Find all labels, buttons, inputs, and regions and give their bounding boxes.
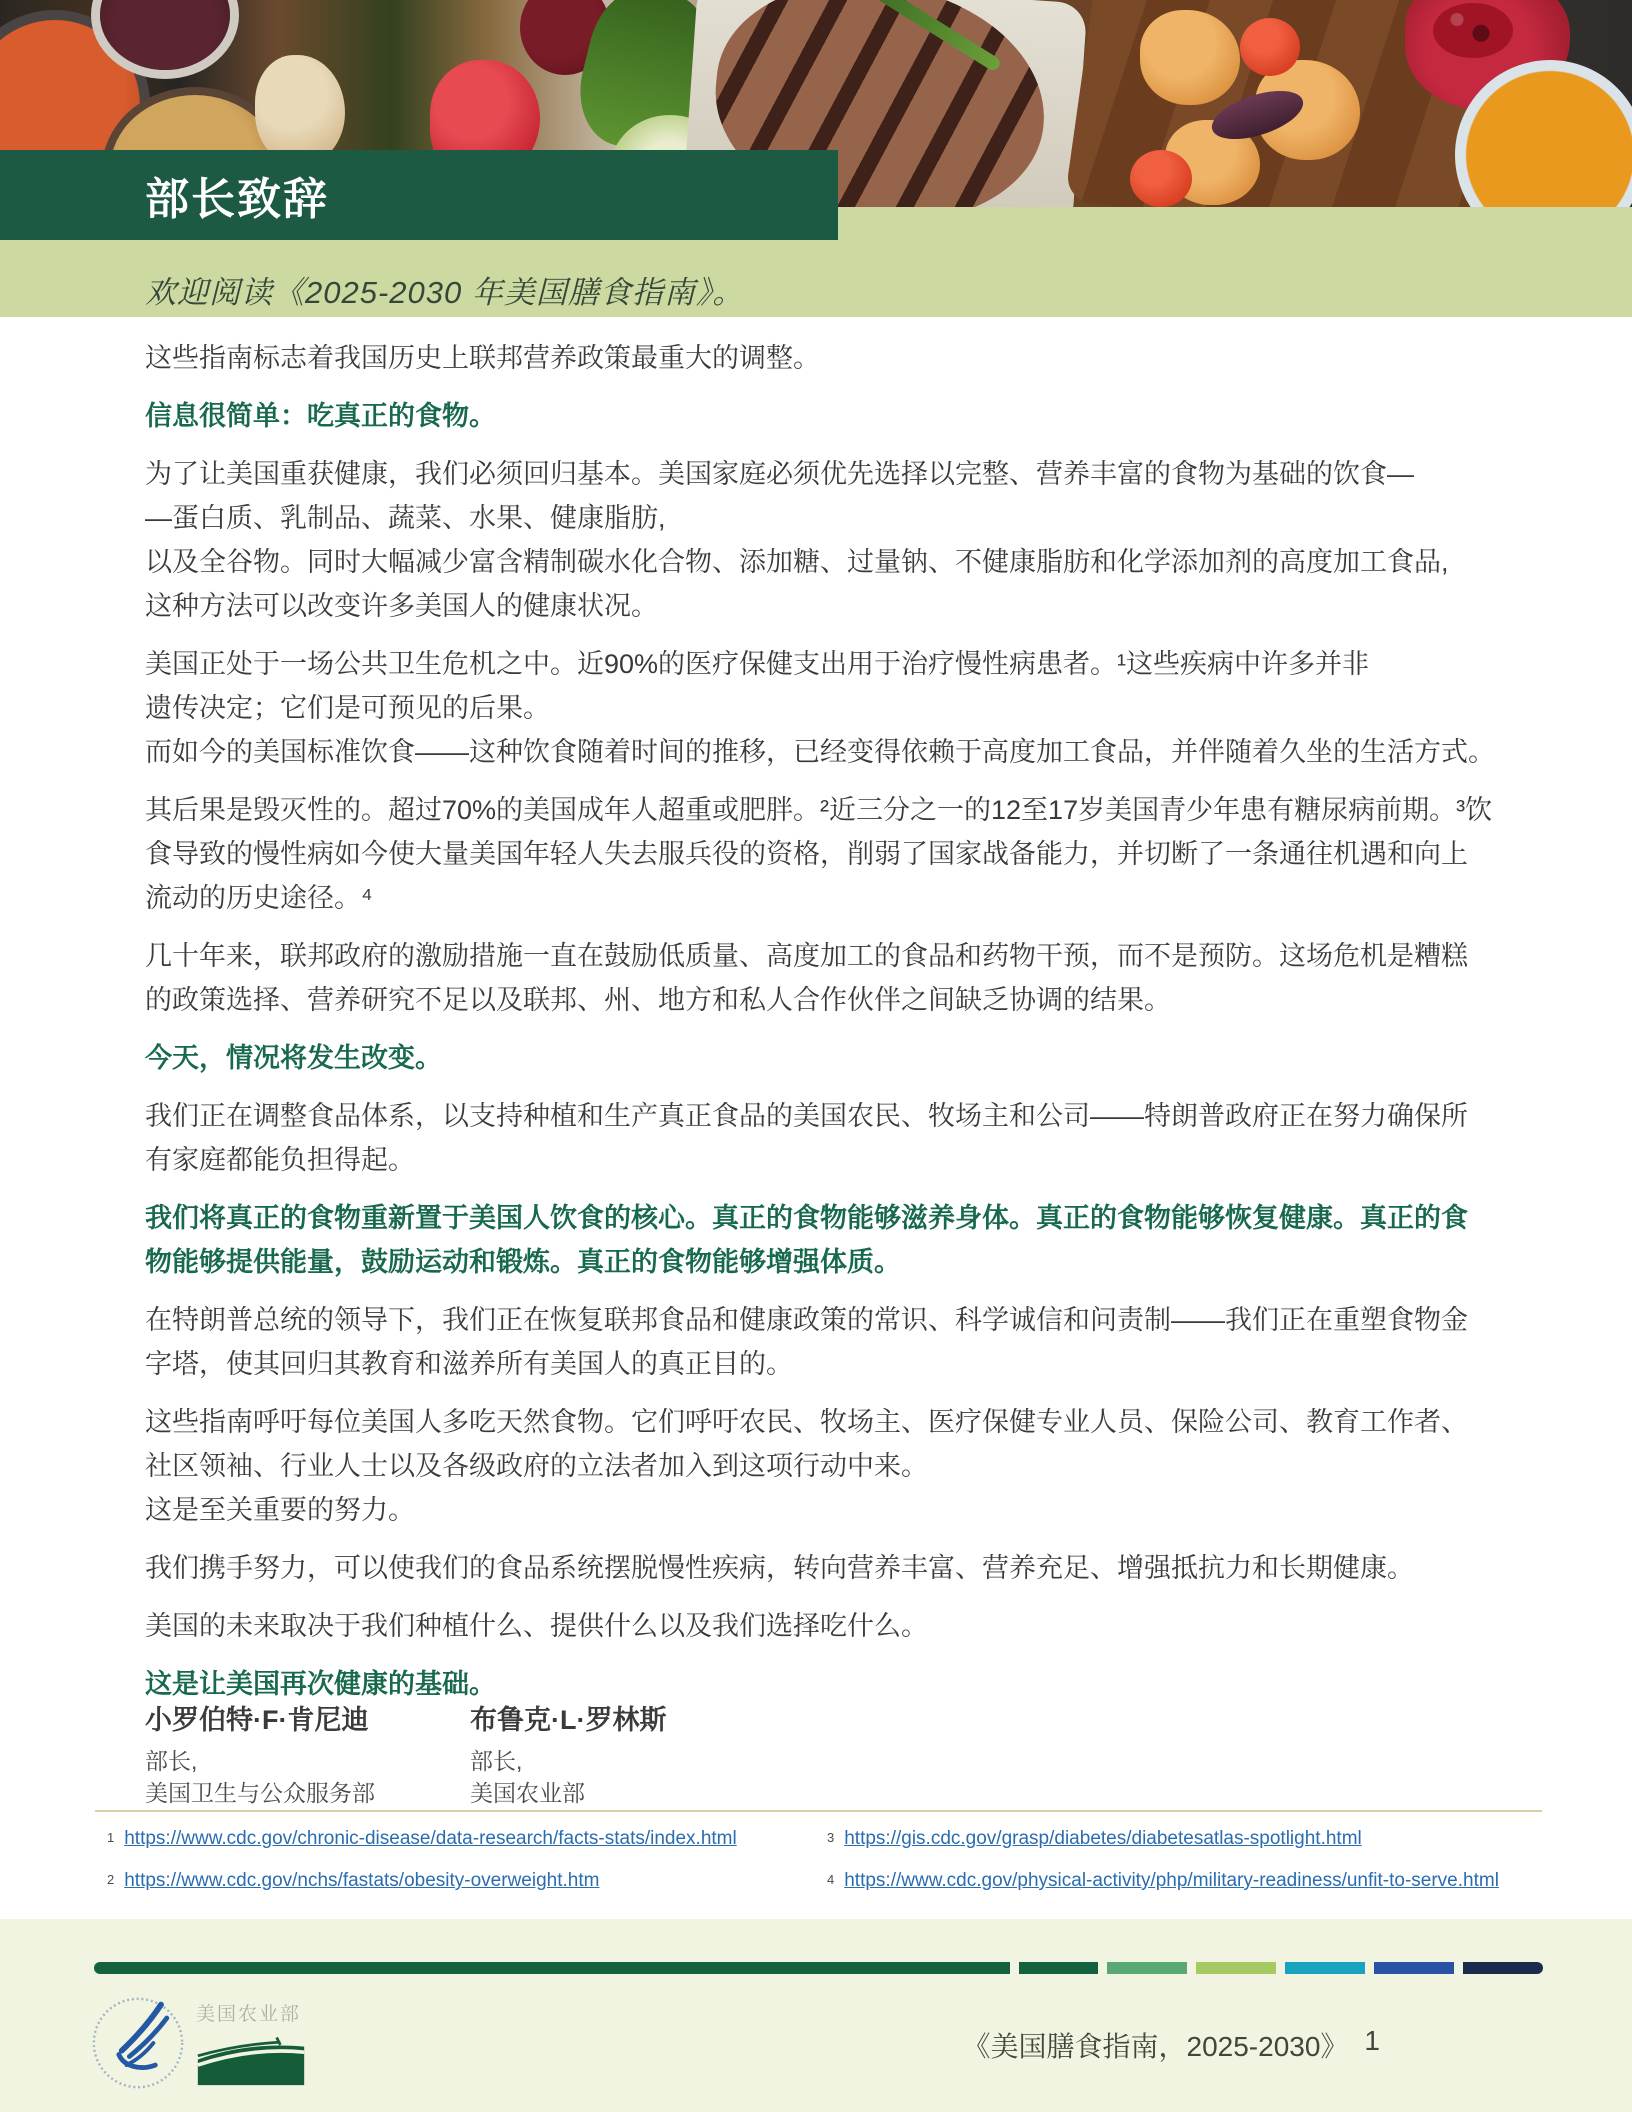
bar-segment: [1196, 1962, 1276, 1974]
signature-block: [145, 1698, 795, 1809]
footnote-column: [107, 1828, 827, 1912]
signature-name: 布鲁克·L·罗林斯: [470, 1705, 667, 1735]
green-heading: 信息很简单：吃真正的食物。: [145, 401, 496, 431]
footer-page-number: 1: [1364, 2025, 1380, 2056]
signature-title-line: 美国卫生与公众服务部: [145, 1780, 375, 1806]
usda-logo: [196, 1999, 316, 2092]
body-paragraph: 我们携手努力，可以使我们的食品系统摆脱慢性疾病，转向营养丰富、营养充足、增强抵抗力和长期健康。: [145, 1553, 1414, 1583]
bar-segment: [94, 1962, 1010, 1974]
photo-chicken-skewer: [1140, 10, 1240, 105]
photo-tomato: [1240, 18, 1300, 76]
footnote-link[interactable]: https://www.cdc.gov/chronic-disease/data-research/facts-stats/index.html: [124, 1828, 737, 1849]
hhs-logo: [90, 1995, 186, 2091]
footnote-link[interactable]: https://www.cdc.gov/physical-activity/php/military-readiness/unfit-to-serve.html: [844, 1870, 1499, 1891]
footnote: [827, 1870, 1547, 1912]
footnote: [107, 1870, 827, 1912]
body-paragraph: 在特朗普总统的领导下，我们正在恢复联邦食品和健康政策的常识、科学诚信和问责制——我们正在重塑食物金 字塔，使其回归其教育和滋养所有美国人的真正目的。: [145, 1305, 1468, 1379]
footnote-link[interactable]: https://gis.cdc.gov/grasp/diabetes/diabetesatlas-spotlight.html: [844, 1828, 1362, 1849]
bar-segment: [1019, 1962, 1098, 1974]
page-footer: [963, 2025, 1380, 2065]
footnote-link[interactable]: https://www.cdc.gov/nchs/fastats/obesity-overweight.htm: [124, 1870, 600, 1891]
green-heading: 这是让美国再次健康的基础。: [145, 1669, 496, 1699]
body-paragraph: 我们正在调整食品体系，以支持种植和生产真正食品的美国农民、牧场主和公司——特朗普政府正在努力确保所 有家庭都能负担得起。: [145, 1101, 1468, 1175]
footnote-number: 4: [827, 1872, 835, 1887]
footnote-number: 1: [107, 1830, 115, 1845]
green-heading: 我们将真正的食物重新置于美国人饮食的核心。真正的食物能够滋养身体。真正的食物能够恢复健康。真正的食 物能够提供能量，鼓励运动和锻炼。真正的食物能够增强体质。: [145, 1203, 1468, 1277]
footnote: [107, 1828, 827, 1870]
color-segment-bar: [94, 1962, 1543, 1974]
bottom-band: [0, 1919, 1632, 2112]
signature-title-line: 部长,: [470, 1748, 523, 1774]
footnotes: [107, 1828, 1547, 1912]
signature: [145, 1698, 470, 1809]
body-paragraph: 几十年来，联邦政府的激励措施一直在鼓励低质量、高度加工的食品和药物干预，而不是预防。这场危机是糟糕 的政策选择、营养研究不足以及联邦、州、地方和私人合作伙伴之间缺乏协调的结果。: [145, 941, 1468, 1015]
footnote-number: 3: [827, 1830, 835, 1845]
body-paragraph: 为了让美国重获健康，我们必须回归基本。美国家庭必须优先选择以完整、营养丰富的食物为基础的饮食— —蛋白质、乳制品、蔬菜、水果、健康脂肪, 以及全谷物。同时大幅减少富含精制碳水化合物、添加糖、过量钠、不健康脂肪和化学添加剂的高度加工食品, 这种方法可以改变许多美国人的健康状况。: [145, 459, 1449, 621]
footnote-column: [827, 1828, 1547, 1912]
usda-logo-label: 美国农业部: [196, 2004, 302, 2025]
signature-title-line: 美国农业部: [470, 1780, 585, 1806]
bar-segment: [1285, 1962, 1365, 1974]
bar-segment: [1107, 1962, 1187, 1974]
section-header-bar: [0, 150, 838, 240]
body-paragraph: 这些指南呼吁每位美国人多吃天然食物。它们呼吁农民、牧场主、医疗保健专业人员、保险公司、教育工作者、 社区领袖、行业人士以及各级政府的立法者加入到这项行动中来。 这是至关重要的努力。: [145, 1407, 1468, 1525]
footnote-number: 2: [107, 1872, 115, 1887]
signature: [470, 1698, 795, 1809]
body-paragraph: 这些指南标志着我国历史上联邦营养政策最重大的调整。: [145, 343, 820, 373]
footer-doc-title: 《美国膳食指南，2025-2030》: [962, 2031, 1349, 2062]
bar-segment: [1374, 1962, 1454, 1974]
body-paragraphs: [145, 336, 1570, 1720]
footnote: [827, 1828, 1547, 1870]
footnote-separator: [95, 1810, 1542, 1812]
body-paragraph: 美国的未来取决于我们种植什么、提供什么以及我们选择吃什么。: [145, 1611, 928, 1641]
body-paragraph: 其后果是毁灭性的。超过70%的美国成年人超重或肥胖。²近三分之一的12至17岁美国青少年患有糖尿病前期。³饮 食导致的慢性病如今使大量美国年轻人失去服兵役的资格，削弱了国家战备能力，并切断了一条通往机遇和向上 流动的历史途径。⁴: [145, 795, 1493, 913]
welcome-line: 欢迎阅读《2025-2030 年美国膳食指南》。: [145, 275, 745, 310]
green-heading: 今天，情况将发生改变。: [145, 1043, 442, 1073]
signature-title-line: 部长,: [145, 1748, 198, 1774]
usda-field-icon: [196, 2032, 306, 2087]
photo-ginger: [255, 55, 345, 165]
signature-name: 小罗伯特·F·肯尼迪: [145, 1705, 369, 1735]
photo-tomato: [1130, 150, 1192, 207]
bar-segment: [1463, 1962, 1543, 1974]
body-paragraph: 美国正处于一场公共卫生危机之中。近90%的医疗保健支出用于治疗慢性病患者。¹这些疾病中许多并非 遗传决定；它们是可预见的后果。 而如今的美国标准饮食——这种饮食随着时间的推移，已经变得依赖于高度加工食品，并伴随着久坐的生活方式。: [145, 649, 1495, 767]
page-title: 部长致辞: [145, 175, 329, 224]
